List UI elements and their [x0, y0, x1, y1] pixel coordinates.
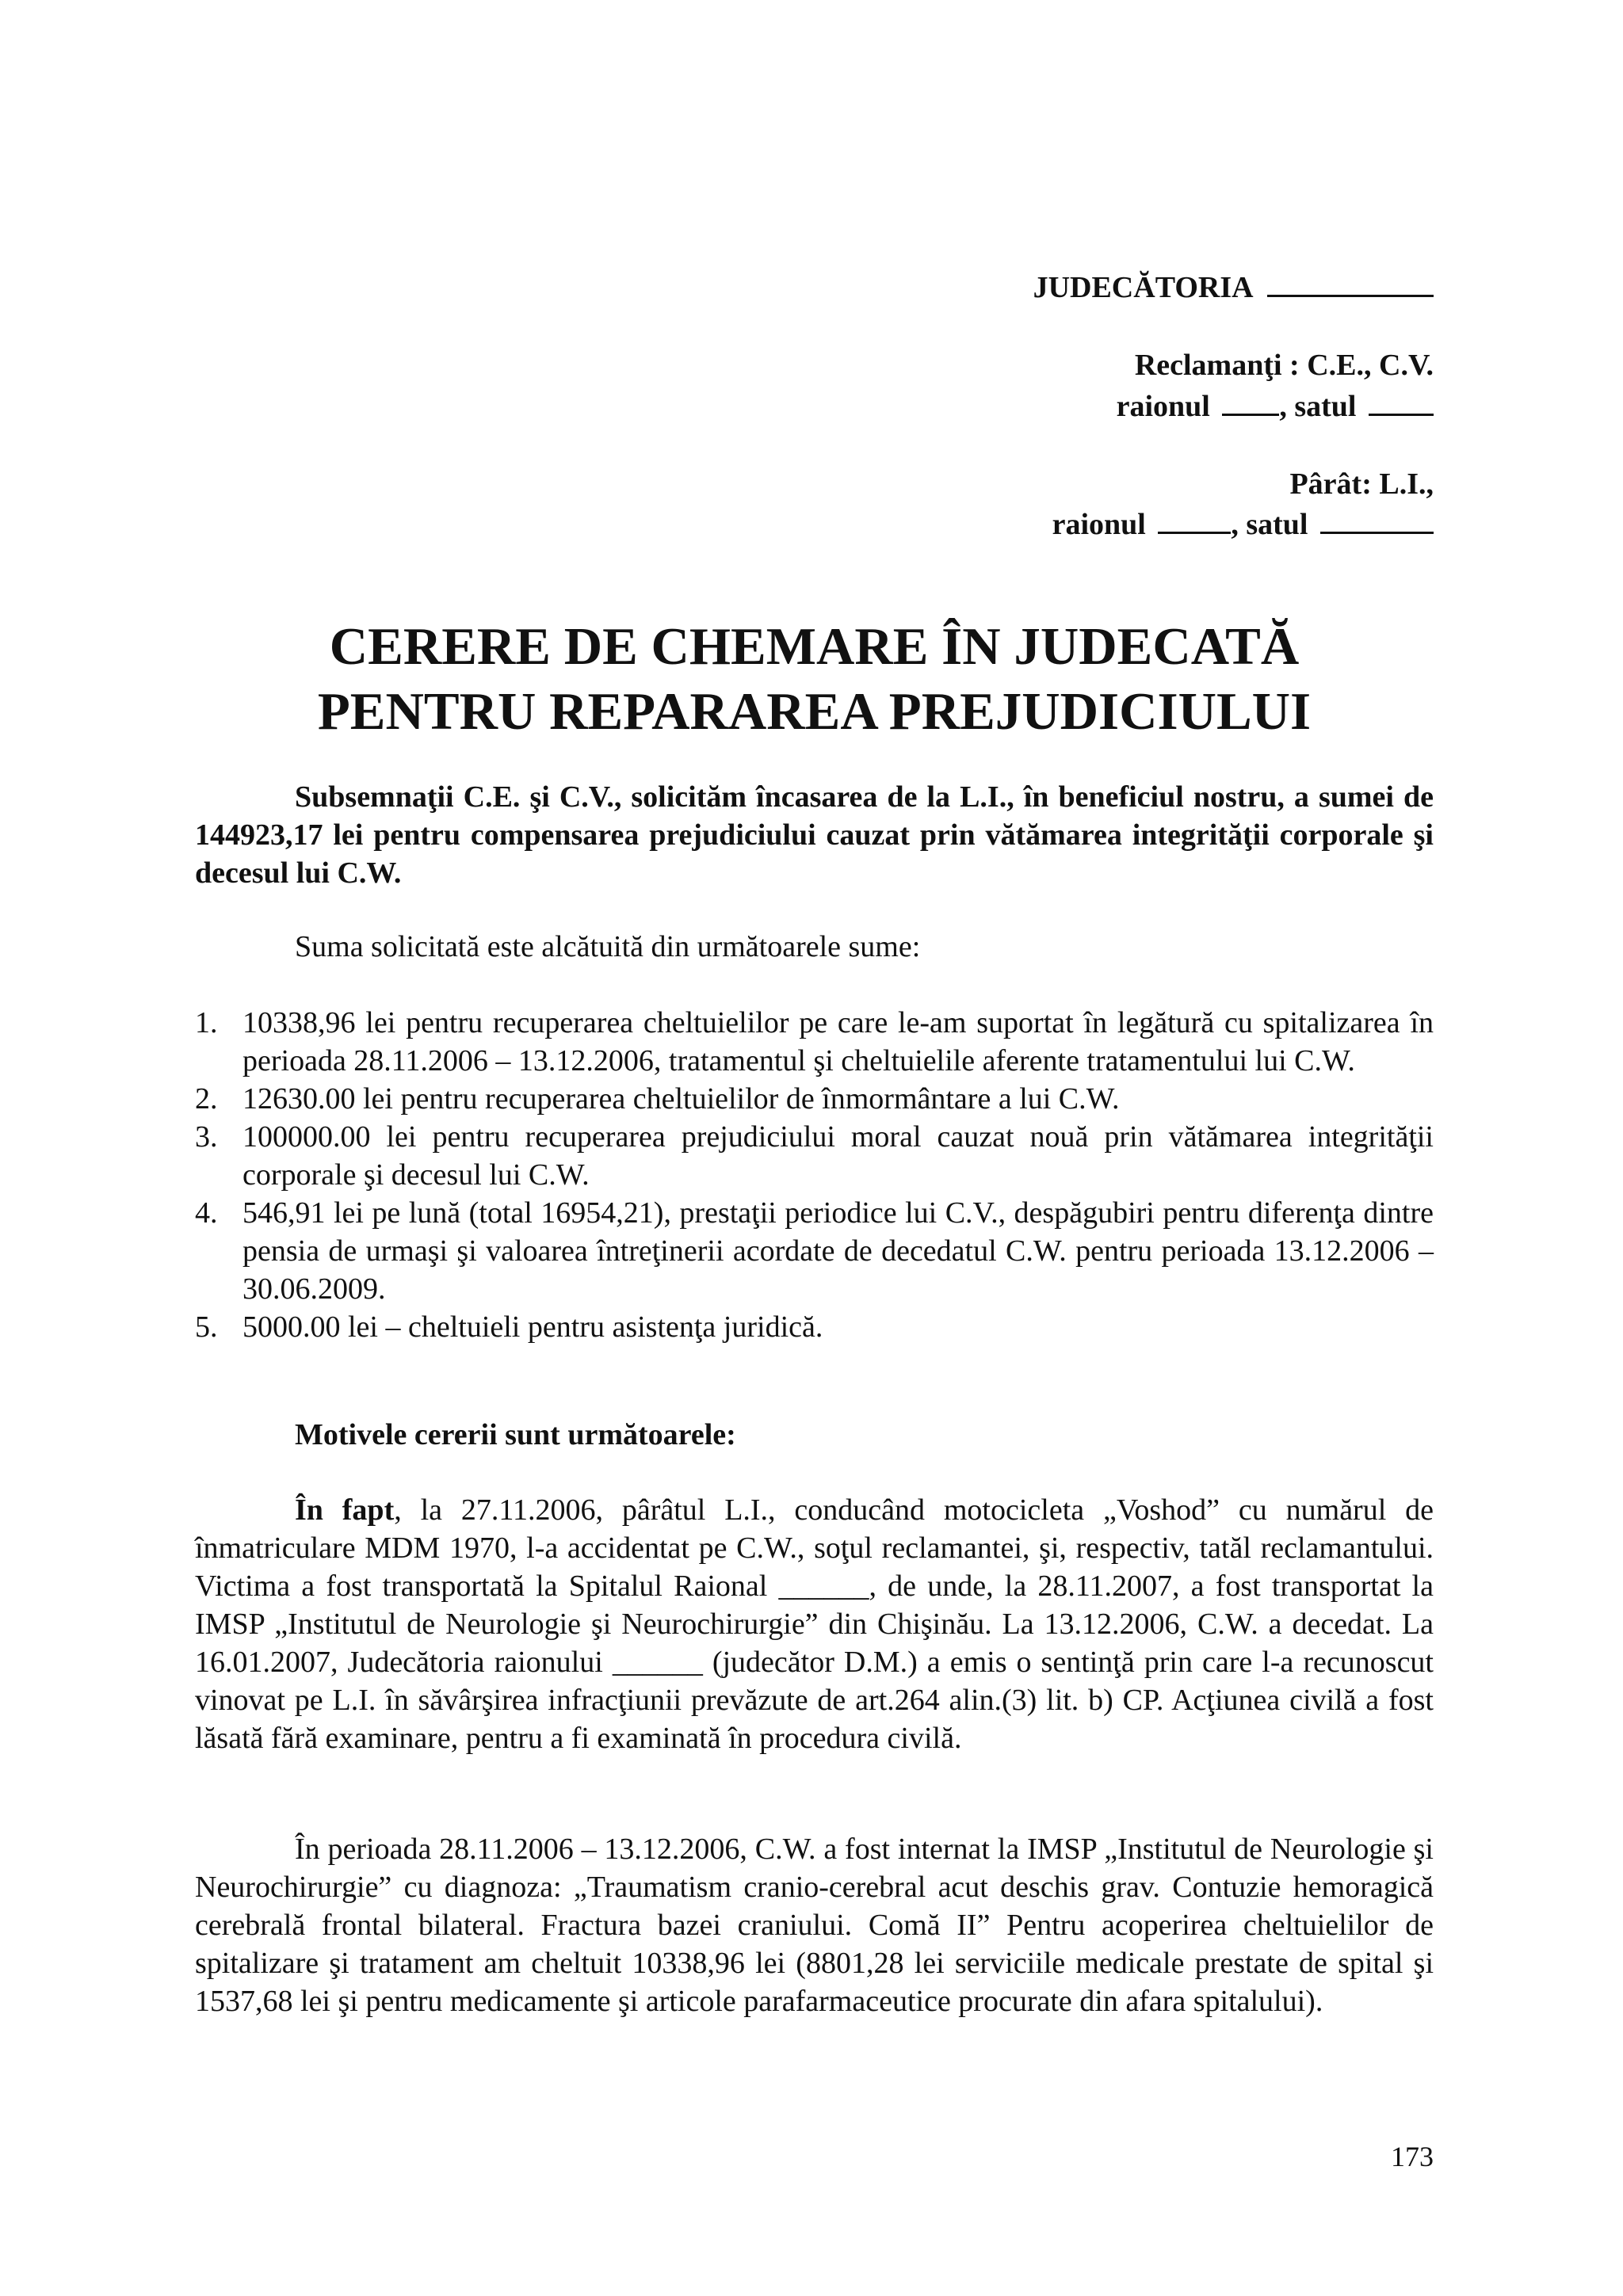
- court-blank: [1267, 271, 1434, 297]
- defendant-line: [1289, 463, 1434, 505]
- motives-heading: Motivele cererii sunt următoarele:: [295, 1418, 736, 1451]
- document-title: [195, 614, 1434, 744]
- plaintiffs-district-label: raionul: [1116, 390, 1210, 423]
- defendant-village-blank: [1320, 508, 1434, 534]
- title-line-2: PENTRU REPARAREA PREJUDICIULUI: [317, 682, 1312, 741]
- facts-blank-2: ______: [612, 1646, 703, 1679]
- hospital-paragraph: În perioada 28.11.2006 – 13.12.2006, C.W. a fost internat la IMSP „Institutul de Neurologie şi Neurochirurgie” cu diagnoza: „Traumatism cranio-cerebral acut deschis grav. Contuzie hemoragică cerebrală frontal bilateral. Fractura bazei craniului. Comă II” Pentru acoperirea cheltuielilor de spitalizare şi tratament am cheltuit 10338,96 lei (8801,28 lei serviciile medicale prestate de spital şi 1537,68 lei şi pentru medicamente şi articole parafarmaceutice procurate din afara spitalului).: [195, 1833, 1434, 2018]
- list-item: [195, 1080, 1434, 1118]
- plaintiffs-village-label: , satul: [1279, 390, 1357, 423]
- title-line-1: CERERE DE CHEMARE ÎN JUDECATĂ: [329, 617, 1300, 676]
- list-item-text: 10338,96 lei pentru recuperarea cheltuielilor pe care le-am suportat în legătură cu spitalizarea în perioada 28.11.2006 – 13.12.2006, tratamentul şi cheltuielile aferente tratamentului lui C.W.: [242, 1006, 1434, 1077]
- list-item-number: 1.: [195, 1006, 218, 1039]
- list-item: [195, 1004, 1434, 1080]
- defendant-label: Pârât: L.I.,: [1289, 467, 1434, 501]
- defendant-district-blank: [1158, 508, 1231, 534]
- plaintiffs-address-line: [1117, 386, 1434, 427]
- defendant-village-label: , satul: [1231, 508, 1308, 541]
- list-item-text: 100000.00 lei pentru recuperarea prejudiciului moral cauzat nouă prin vătămarea integrităţii corporale şi decesul lui C.W.: [242, 1120, 1434, 1192]
- facts-part-1: , la 27.11.2006, pârâtul L.I., conducând motocicleta „Voshod” cu numărul de înmatriculare MDM 1970, l-a accidentat pe C.W., soţul reclamantei, şi, respectiv, tatăl reclamantului. Victima a fost transportată la Spitalul Raional: [195, 1493, 1434, 1603]
- sum-intro: Suma solicitată este alcătuită din următoarele sume:: [295, 930, 921, 963]
- plaintiffs-district-blank: [1222, 390, 1279, 416]
- plaintiffs-village-blank: [1369, 390, 1434, 416]
- facts-part-2: , de unde, la 28.11.2007, a fost transportat la IMSP „Institutul de Neurologie şi Neurochirurgie” din Chişinău. La 13.12.2006, C.W. a decedat. La 16.01.2007, Judecătoria raionului: [195, 1569, 1434, 1679]
- plaintiffs-line: [1135, 345, 1434, 386]
- court-line: [1033, 267, 1434, 308]
- list-item-number: 3.: [195, 1120, 218, 1154]
- plaintiffs-label: Reclamanţi : C.E., C.V.: [1134, 349, 1434, 382]
- page-number: 173: [1391, 2141, 1434, 2172]
- court-label: JUDECĂTORIA: [1033, 271, 1252, 304]
- list-item-text: 5000.00 lei – cheltuieli pentru asistenţa juridică.: [242, 1310, 823, 1344]
- list-item: [195, 1308, 1434, 1346]
- list-item-text: 12630.00 lei pentru recuperarea cheltuielilor de înmormântare a lui C.W.: [242, 1082, 1120, 1116]
- list-item: [195, 1194, 1434, 1308]
- facts-blank-1: ______: [778, 1569, 869, 1603]
- defendant-address-line: [1052, 504, 1434, 545]
- facts-lead: În fapt: [295, 1493, 395, 1527]
- defendant-district-label: raionul: [1052, 508, 1146, 541]
- intro-paragraph: Subsemnaţii C.E. şi C.V., solicităm încasarea de la L.I., în beneficiul nostru, a sumei de 144923,17 lei pentru compensarea prejudiciului cauzat prin vătămarea integrităţii corporale şi decesul lui C.W.: [195, 780, 1434, 890]
- sums-list: [195, 1004, 1434, 1346]
- list-item-number: 2.: [195, 1082, 218, 1116]
- list-item-number: 5.: [195, 1310, 218, 1344]
- facts-paragraph: [195, 1491, 1434, 1757]
- list-item: [195, 1118, 1434, 1194]
- facts-part-3: (judecător D.M.) a emis o sentinţă prin care l-a recunoscut vinovat pe L.I. în săvârşirea infracţiunii prevăzute de art.264 alin.(3) lit. b) CP. Acţiunea civilă a fost lăsată fără examinare, pentru a fi examinată în procedura civilă.: [195, 1646, 1434, 1755]
- list-item-text: 546,91 lei pe lună (total 16954,21), prestaţii periodice lui C.V., despăgubiri pentru diferenţa dintre pensia de urmaşi şi valoarea întreţinerii acordate de decedatul C.W. pentru perioada 13.12.2006 – 30.06.2009.: [242, 1196, 1434, 1306]
- list-item-number: 4.: [195, 1196, 218, 1230]
